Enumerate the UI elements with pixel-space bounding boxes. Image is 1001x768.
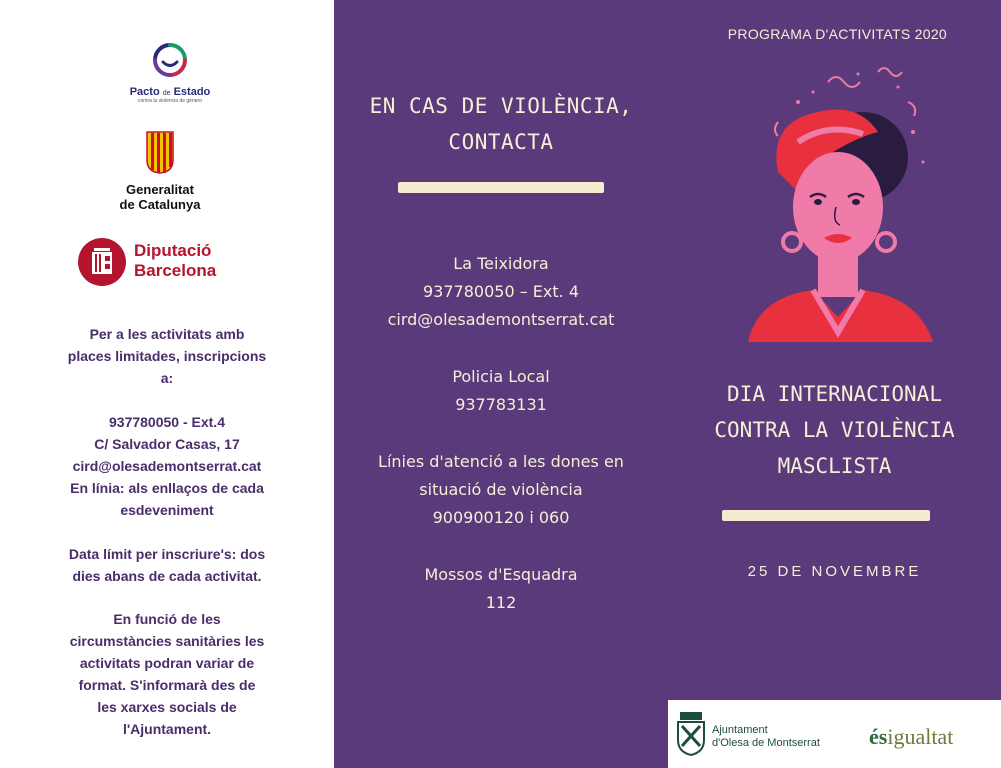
- contact-info-block: 937780050 - Ext.4 C/ Salvador Casas, 17 cird@olesademontserrat.cat En línia: als enllaços de cada esdeveniment: [70, 414, 264, 518]
- diputacio-logo: [78, 238, 217, 288]
- program-heading: PROGRAMA D'ACTIVITATS 2020: [727, 26, 947, 42]
- diputacio-emblem-icon: [78, 238, 126, 286]
- inscription-intro: Per a les activitats amb places limitades, inscripcions a:: [67, 326, 267, 386]
- contact-teixidora: La Teixidora 937780050 – Ext. 4 cird@olesademontserrat.cat: [387, 254, 615, 329]
- deadline-info: Data límit per inscriure's: dos dies abans de cada activitat.: [68, 546, 266, 584]
- pacto-name: Pacto de Estado: [129, 86, 211, 98]
- brush-stroke-divider: [398, 182, 604, 193]
- left-panel: [0, 0, 334, 768]
- event-title: DIA INTERNACIONAL CONTRA LA VIOLÈNCIA MASCLISTA: [714, 382, 955, 478]
- diputacio-text: Diputació Barcelona: [134, 241, 217, 280]
- right-panel: [668, 0, 1001, 768]
- esigualtat-logo: ésigualtat: [869, 724, 954, 749]
- generalitat-logo: [100, 130, 220, 212]
- ajuntament-text: Ajuntament d'Olesa de Montserrat: [712, 724, 820, 749]
- senyera-shield-icon: [145, 130, 175, 174]
- contact-policia-local: Policia Local 937783131: [452, 367, 550, 414]
- contact-heading: EN CAS DE VIOLÈNCIA, CONTACTA: [369, 94, 633, 154]
- pacto-subtitle: contra la violencia de género: [138, 98, 202, 104]
- olesa-shield-icon: [674, 712, 708, 756]
- contact-mossos: Mossos d'Esquadra 112: [424, 565, 578, 612]
- middle-panel: [334, 0, 668, 768]
- sanitary-notice: En funció de les circumstàncies sanitàries les activitats podran variar de format. S'informarà des de les xarxes socials de l'Ajuntament.: [69, 611, 265, 737]
- generalitat-text: Generalitat de Catalunya: [119, 182, 201, 212]
- ajuntament-logo: [674, 712, 820, 760]
- contact-women-hotline: Línies d'atenció a les dones en situació de violència 900900120 i 060: [378, 452, 624, 527]
- brush-stroke-divider-right: [722, 510, 930, 521]
- event-date: 25 DE NOVEMBRE: [747, 563, 922, 580]
- pacto-de-estado-logo: [110, 38, 230, 104]
- woman-illustration: [738, 62, 948, 342]
- footer-logos: [668, 700, 1001, 768]
- pacto-circle-icon: [145, 38, 195, 82]
